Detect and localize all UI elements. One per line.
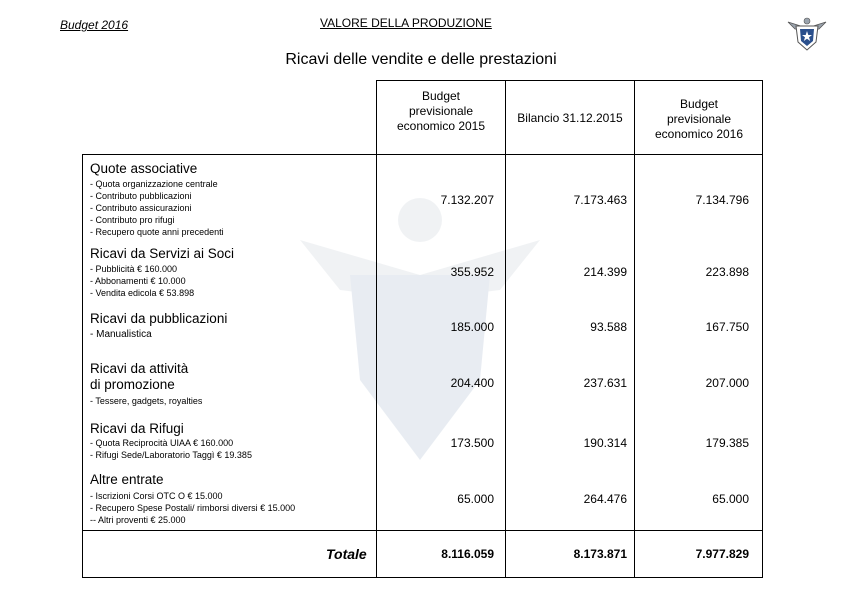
- value-cell: 264.476: [583, 492, 627, 506]
- list-item: - Abbonamenti € 10.000: [90, 276, 186, 286]
- value-cell: 185.000: [450, 320, 494, 334]
- table-line: [82, 530, 762, 531]
- row-items: [90, 178, 224, 238]
- value-cell: 190.314: [583, 436, 627, 450]
- value-cell: 167.750: [705, 320, 749, 334]
- column-header-line: Budget: [679, 97, 719, 111]
- list-item: - Contributo assicurazioni: [90, 203, 192, 213]
- row-items: [90, 395, 202, 407]
- row-items: [90, 329, 152, 341]
- value-cell: 65.000: [457, 492, 494, 506]
- table-line: [82, 154, 762, 155]
- row-items: [90, 263, 194, 299]
- column-header-line: economico 2016: [654, 127, 744, 141]
- table-line: [762, 80, 763, 578]
- column-header-budget-2016: [636, 97, 762, 142]
- value-cell: 7.134.796: [695, 193, 749, 207]
- list-item: - Pubblicità € 160.000: [90, 264, 178, 274]
- list-item: - Iscrizioni Corsi OTC O € 15.000: [90, 491, 223, 501]
- value-cell: 7.132.207: [440, 193, 494, 207]
- row-title: Ricavi da pubblicazioni: [90, 311, 228, 326]
- row-items: [90, 437, 252, 461]
- value-cell: 65.000: [712, 492, 749, 506]
- column-header-budget-2015: [378, 89, 504, 134]
- column-header-line: Budget: [421, 89, 461, 103]
- list-item: - Rifugi Sede/Laboratorio Taggì € 19.385: [90, 450, 252, 460]
- total-value-cell: 8.173.871: [573, 547, 627, 561]
- value-cell: 173.500: [450, 436, 494, 450]
- list-item: - Manualistica: [90, 329, 152, 340]
- list-item: - Contributo pro rifugi: [90, 215, 175, 225]
- row-title-line: Ricavi da attività: [90, 361, 189, 376]
- total-value-cell: 8.116.059: [441, 547, 494, 561]
- column-header-line: previsionale: [408, 104, 474, 118]
- row-title: Ricavi da Rifugi: [90, 421, 184, 436]
- list-item: -- Altri proventi € 25.000: [90, 515, 186, 525]
- total-value-cell: 7.977.829: [695, 547, 749, 561]
- row-title-line: di promozione: [90, 377, 175, 392]
- value-cell: 204.400: [450, 376, 494, 390]
- row-title: Quote associative: [90, 161, 198, 176]
- value-cell: 7.173.463: [573, 193, 627, 207]
- table-line: [82, 577, 762, 578]
- document-label: Budget 2016: [60, 18, 129, 32]
- row-items: [90, 490, 295, 526]
- column-header-line: economico 2015: [396, 119, 486, 133]
- row-title: Ricavi da Servizi ai Soci: [90, 246, 235, 261]
- value-cell: 207.000: [705, 376, 749, 390]
- list-item: - Recupero quote anni precedenti: [90, 227, 224, 237]
- list-item: - Quota organizzazione centrale: [90, 179, 218, 189]
- list-item: - Vendita edicola € 53.898: [90, 288, 195, 298]
- section-heading: VALORE DELLA PRODUZIONE: [320, 16, 492, 30]
- value-cell: 355.952: [450, 265, 494, 279]
- value-cell: 179.385: [705, 436, 749, 450]
- list-item: - Quota Reciprocità UIAA € 160.000: [90, 438, 234, 448]
- table-line: [82, 154, 83, 578]
- list-item: - Contributo pubblicazioni: [90, 191, 192, 201]
- row-title: Altre entrate: [90, 472, 164, 487]
- column-header-bilancio-2015: [507, 111, 633, 126]
- list-item: - Tessere, gadgets, royalties: [90, 396, 203, 406]
- table-line: [376, 80, 762, 81]
- value-cell: 223.898: [705, 265, 749, 279]
- row-title: [90, 361, 188, 393]
- column-header-line: Bilancio 31.12.2015: [517, 111, 623, 125]
- cai-logo-icon: [786, 14, 828, 52]
- value-cell: 237.631: [583, 376, 627, 390]
- total-label: Totale: [326, 546, 367, 562]
- list-item: - Recupero Spese Postali/ rimborsi diversi € 15.000: [90, 503, 296, 513]
- value-cell: 214.399: [583, 265, 627, 279]
- column-header-line: previsionale: [666, 112, 732, 126]
- value-cell: 93.588: [590, 320, 627, 334]
- page-title: Ricavi delle vendite e delle prestazioni: [285, 51, 557, 68]
